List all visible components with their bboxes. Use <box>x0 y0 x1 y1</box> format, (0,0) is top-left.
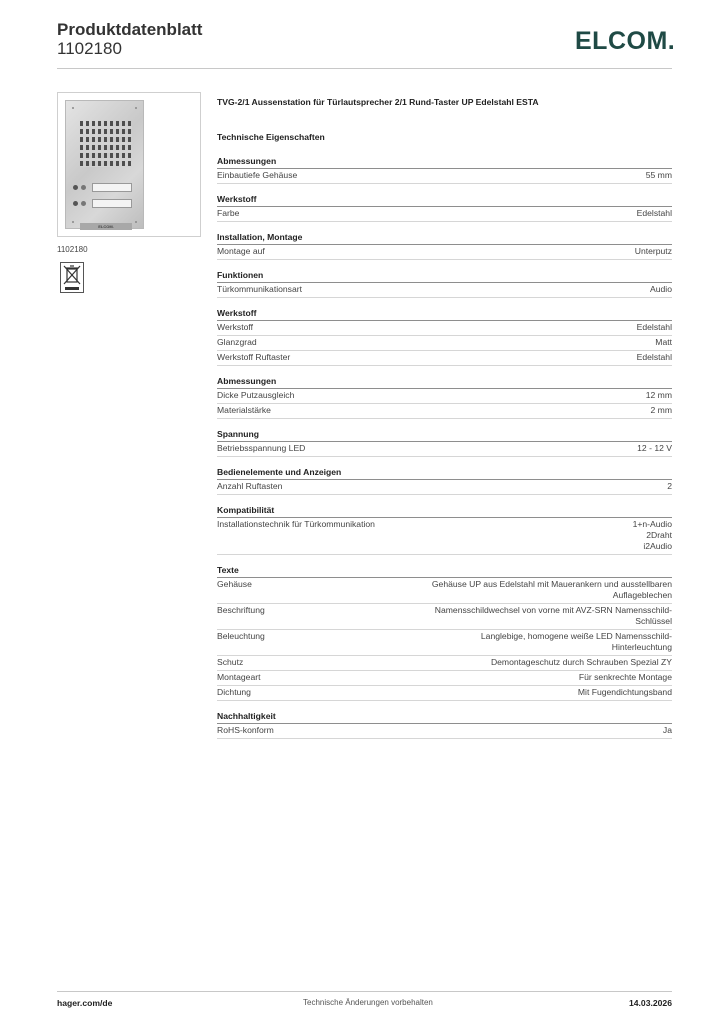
crossed-out-bin-icon <box>60 262 84 293</box>
spec-row <box>217 207 672 222</box>
spec-value <box>637 322 672 333</box>
screw-icon <box>135 107 137 109</box>
spec-group <box>217 427 672 457</box>
spec-value <box>637 208 672 219</box>
spec-row <box>217 686 672 701</box>
spec-label: Betriebsspannung LED <box>217 443 306 453</box>
spec-group <box>217 374 672 419</box>
spec-value-line: 1+n-Audio <box>632 519 672 529</box>
spec-row <box>217 169 672 184</box>
spec-group-title: Nachhaltigkeit <box>217 709 672 724</box>
spec-value <box>663 725 672 736</box>
section-subheading: Technische Eigenschaften <box>217 132 325 142</box>
call-button-row <box>73 199 137 208</box>
spec-value <box>579 672 672 683</box>
spec-value <box>578 687 672 698</box>
spec-value-line: Für senkrechte Montage <box>578 672 672 682</box>
spec-group <box>217 709 672 739</box>
spec-group <box>217 306 672 366</box>
spec-label: Glanzgrad <box>217 337 257 347</box>
spec-value-line: Gehäuse UP aus Edelstahl mit Mauerankern und ausstellbaren <box>431 579 672 589</box>
spec-label: Schutz <box>217 657 244 667</box>
spec-label: Einbautiefe Gehäuse <box>217 170 298 180</box>
spec-value-line: Namensschildwechsel von vorne mit AVZ-SRN Namensschild- <box>434 605 672 615</box>
product-image <box>57 92 201 237</box>
spec-group-title: Abmessungen <box>217 374 672 389</box>
spec-row <box>217 656 672 671</box>
spec-value <box>646 170 672 181</box>
spec-value-line: 55 mm <box>645 170 672 180</box>
spec-value-line: 12 mm <box>645 390 672 400</box>
spec-row <box>217 724 672 739</box>
footer-note: Technische Änderungen vorbehalten <box>303 998 433 1007</box>
spec-label: Werkstoff <box>217 322 253 332</box>
spec-group-title: Texte <box>217 563 672 578</box>
spec-value-line: Hinterleuchtung <box>611 642 672 652</box>
spec-value-line: Edelstahl <box>636 352 672 362</box>
spec-row <box>217 321 672 336</box>
spec-row <box>217 671 672 686</box>
spec-value-line: Auflageblechen <box>612 590 672 600</box>
spec-label: Installationstechnik für Türkommunikation <box>217 519 375 529</box>
spec-label: Werkstoff Ruftaster <box>217 352 291 362</box>
spec-value-line: Matt <box>655 337 672 347</box>
spec-value <box>491 657 672 668</box>
spec-value <box>655 337 672 348</box>
spec-group-title: Werkstoff <box>217 192 672 207</box>
brand-logo: ELCOM. <box>575 27 676 55</box>
spec-group-title: Spannung <box>217 427 672 442</box>
spec-row <box>217 245 672 260</box>
footer-date: 14.03.2026 <box>628 998 672 1008</box>
screw-icon <box>72 221 74 223</box>
spec-group-title: Bedienelemente und Anzeigen <box>217 465 672 480</box>
spec-label: Materialstärke <box>217 405 271 415</box>
spec-value <box>637 443 672 454</box>
spec-label: Türkommunikationsart <box>217 284 303 294</box>
spec-label: Beleuchtung <box>217 631 265 641</box>
spec-label: Anzahl Ruftasten <box>217 481 283 491</box>
spec-value-line: Demontageschutz durch Schrauben Spezial ZY <box>490 657 672 667</box>
spec-group <box>217 154 672 184</box>
spec-row <box>217 336 672 351</box>
spec-row <box>217 604 672 630</box>
spec-value-line: Ja <box>662 725 672 735</box>
footer-divider <box>57 991 672 992</box>
spec-group <box>217 563 672 701</box>
spec-value-line: 2 <box>667 481 672 491</box>
spec-value <box>650 284 672 295</box>
spec-value-line: 12 - 12 V <box>637 443 672 453</box>
spec-value <box>432 579 672 601</box>
spec-group <box>217 465 672 495</box>
spec-group <box>217 192 672 222</box>
spec-label: Dichtung <box>217 687 251 697</box>
spec-value-line: i2Audio <box>643 541 672 551</box>
spec-value <box>667 481 672 492</box>
spec-group-title: Werkstoff <box>217 306 672 321</box>
spec-row <box>217 518 672 555</box>
spec-row <box>217 630 672 656</box>
spec-value <box>646 390 672 401</box>
spec-value <box>651 405 672 416</box>
spec-label: Dicke Putzausgleich <box>217 390 295 400</box>
page-title: Produktdatenblatt <box>57 20 203 39</box>
spec-value-line: Schlüssel <box>635 616 672 626</box>
name-window <box>92 199 132 208</box>
spec-group <box>217 503 672 555</box>
image-caption: 1102180 <box>57 245 88 254</box>
header-divider <box>57 68 672 69</box>
spec-label: Gehäuse <box>217 579 252 589</box>
spec-label: Montage auf <box>217 246 265 256</box>
spec-value-line: Langlebige, homogene weiße LED Namensschild- <box>480 631 672 641</box>
spec-row <box>217 578 672 604</box>
spec-value <box>637 352 672 363</box>
spec-value <box>481 631 672 653</box>
spec-row <box>217 480 672 495</box>
spec-value-line: Edelstahl <box>636 322 672 332</box>
spec-value <box>633 519 672 552</box>
spec-row <box>217 389 672 404</box>
spec-label: RoHS-konform <box>217 725 274 735</box>
spec-value-line: 2Draht <box>646 530 672 540</box>
footer-website-link[interactable]: hager.com/de <box>57 998 113 1008</box>
spec-row <box>217 442 672 457</box>
spec-label: Farbe <box>217 208 240 218</box>
spec-group-title: Abmessungen <box>217 154 672 169</box>
specification-table <box>217 152 672 739</box>
call-button-row <box>73 183 137 192</box>
article-number: 1102180 <box>57 39 122 58</box>
spec-value <box>635 246 672 257</box>
spec-value-line: Unterputz <box>634 246 672 256</box>
product-heading: TVG-2/1 Aussenstation für Türlautsprecher 2/1 Rund-Taster UP Edelstahl ESTA <box>217 97 539 107</box>
spec-value <box>435 605 672 627</box>
spec-group <box>217 230 672 260</box>
spec-label: Beschriftung <box>217 605 265 615</box>
screw-icon <box>72 107 74 109</box>
door-station-plate <box>65 100 144 229</box>
spec-row <box>217 404 672 419</box>
spec-group-title: Kompatibilität <box>217 503 672 518</box>
spec-row <box>217 283 672 298</box>
spec-row <box>217 351 672 366</box>
spec-group <box>217 268 672 298</box>
spec-value-line: Audio <box>650 284 672 294</box>
plate-brand-strip: ELCOM. <box>80 223 132 230</box>
spec-value-line: Edelstahl <box>636 208 672 218</box>
spec-group-title: Installation, Montage <box>217 230 672 245</box>
screw-icon <box>135 221 137 223</box>
spec-value-line: 2 mm <box>650 405 672 415</box>
spec-label: Montageart <box>217 672 261 682</box>
spec-group-title: Funktionen <box>217 268 672 283</box>
spec-value-line: Mit Fugendichtungsband <box>577 687 672 697</box>
name-window <box>92 183 132 192</box>
